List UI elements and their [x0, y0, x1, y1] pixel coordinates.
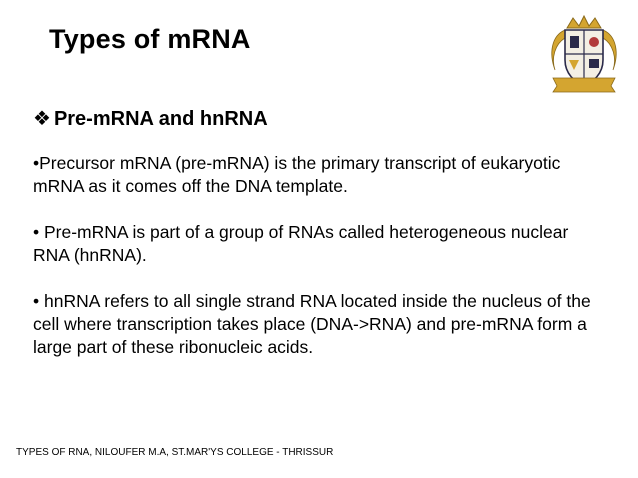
bullet-point: • hnRNA refers to all single strand RNA located inside the nucleus of the cell where transcription takes place (DNA->RNA) and pre-mRNA form a large part of these ribonucleic acids. [33, 291, 591, 357]
slide-body [33, 152, 608, 382]
bullet-point: •Precursor mRNA (pre-mRNA) is the primary transcript of eukaryotic mRNA as it comes off the DNA template. [33, 153, 561, 196]
slide-title: Types of mRNA [49, 24, 251, 54]
college-crest-icon [545, 14, 623, 94]
bullet-point: • Pre-mRNA is part of a group of RNAs called heterogeneous nuclear RNA (hnRNA). [33, 222, 569, 265]
diamond-bullet-icon: ❖ [33, 108, 51, 130]
slide-footer: TYPES OF RNA, NILOUFER M.A, ST.MAR'YS COLLEGE - THRISSUR [16, 447, 334, 458]
section-heading [33, 106, 268, 131]
section-heading-text: Pre-mRNA and hnRNA [53, 108, 268, 130]
